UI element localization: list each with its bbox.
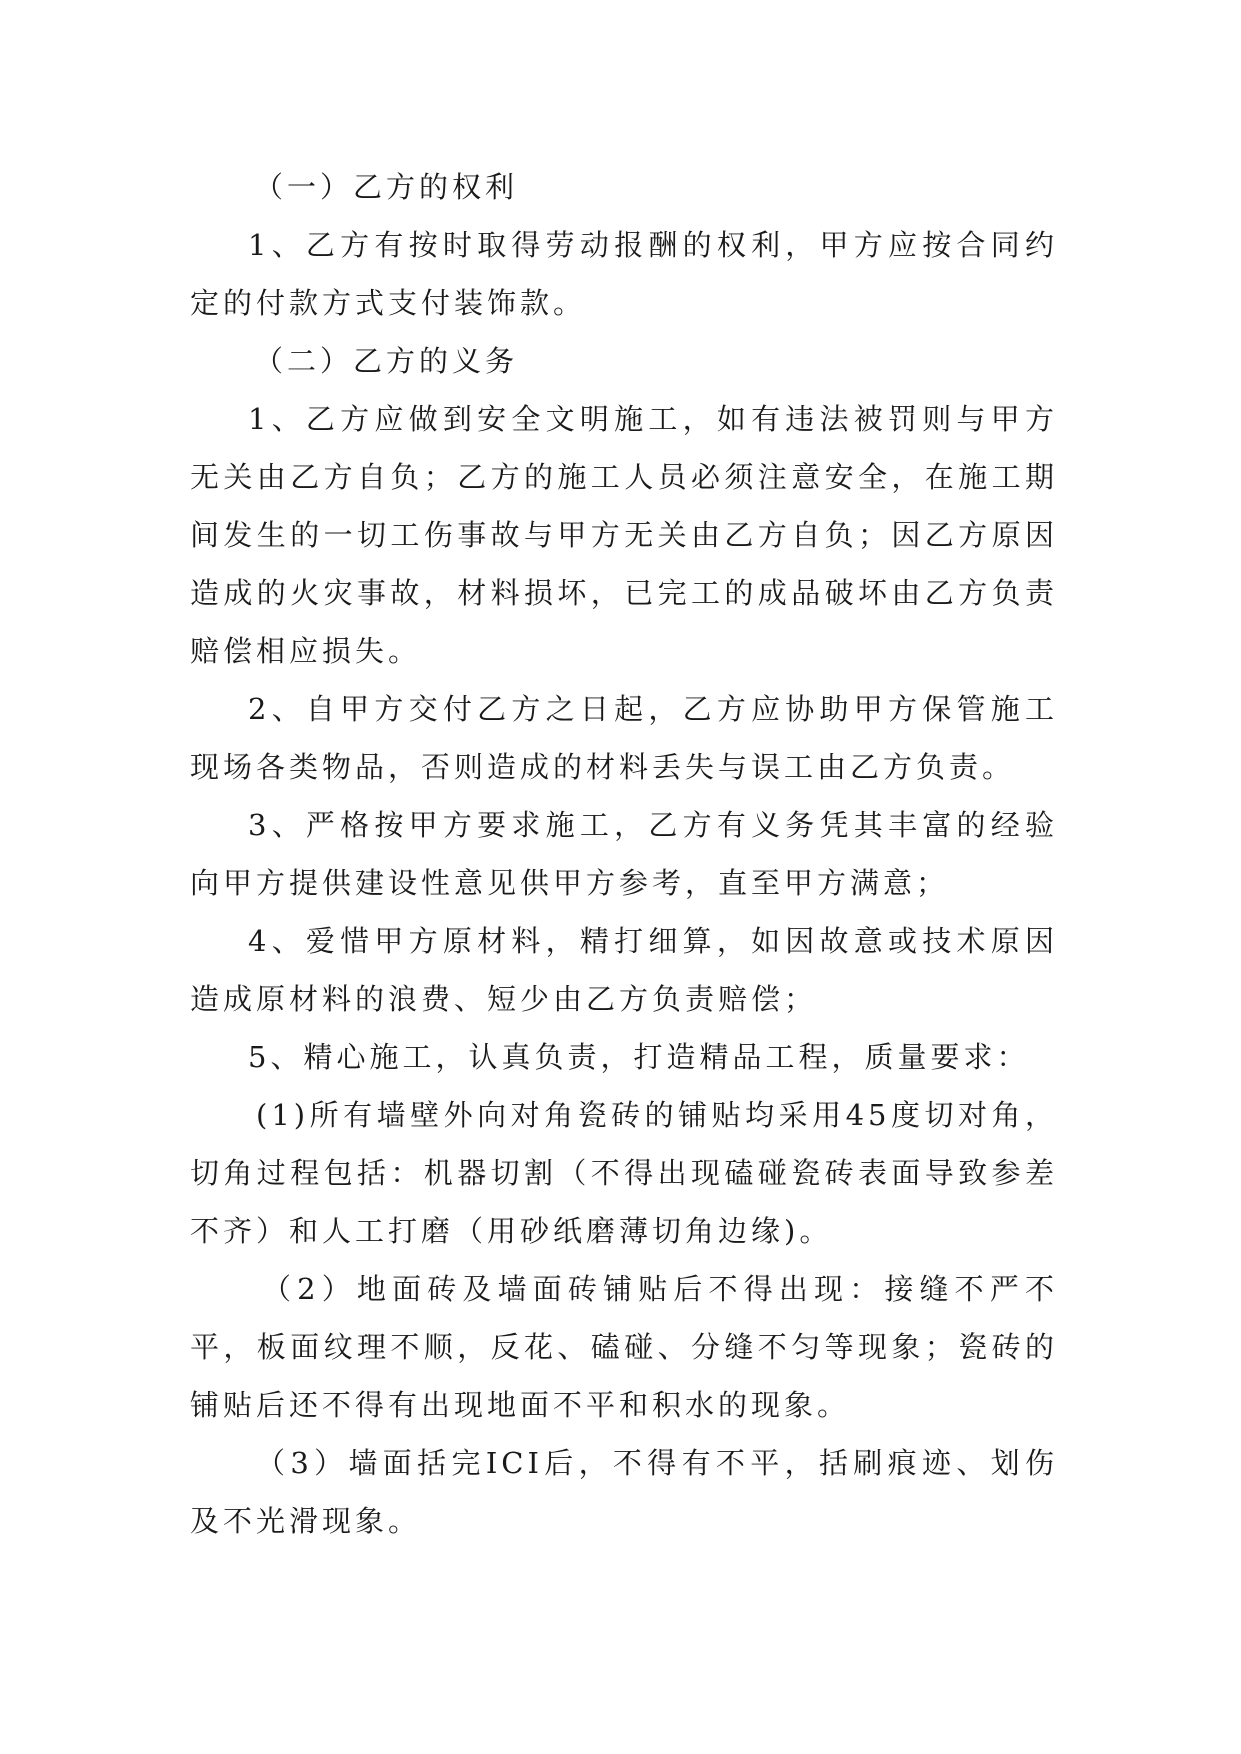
section-heading-obligations: （二）乙方的义务 <box>254 344 519 378</box>
paragraph-obligation-4: 4、爱惜甲方原材料，精打细算，如因故意或技术原因造成原材料的浪费、短少由乙方负责赔偿； <box>190 924 1058 1016</box>
paragraph-quality-3: （3）墙面括完ICI后，不得有不平，括刷痕迹、划伤及不光滑现象。 <box>190 1446 1058 1538</box>
document-body <box>190 158 1058 1550</box>
paragraph-obligation-2: 2、自甲方交付乙方之日起，乙方应协助甲方保管施工现场各类物品，否则造成的材料丢失与误工由乙方负责。 <box>190 692 1058 784</box>
section-heading-rights: （一）乙方的权利 <box>254 170 519 204</box>
paragraph-quality-1: (1)所有墙壁外向对角瓷砖的铺贴均采用45度切对角，切角过程包括：机器切割（不得出现磕碰瓷砖表面导致参差不齐）和人工打磨（用砂纸磨薄切角边缘)。 <box>190 1098 1058 1248</box>
paragraph-obligation-1: 1、乙方应做到安全文明施工，如有违法被罚则与甲方无关由乙方自负；乙方的施工人员必须注意安全，在施工期间发生的一切工伤事故与甲方无关由乙方自负；因乙方原因造成的火灾事故，材料损坏，已完工的成品破坏由乙方负责赔偿相应损失。 <box>190 402 1058 668</box>
paragraph-quality-2: （2）地面砖及墙面砖铺贴后不得出现：接缝不严不平，板面纹理不顺，反花、磕碰、分缝不匀等现象；瓷砖的铺贴后还不得有出现地面不平和积水的现象。 <box>190 1272 1058 1422</box>
paragraph-obligation-3: 3、严格按甲方要求施工，乙方有义务凭其丰富的经验向甲方提供建设性意见供甲方参考，直至甲方满意； <box>190 808 1058 900</box>
paragraph-obligation-5: 5、精心施工，认真负责，打造精品工程，质量要求： <box>248 1040 1030 1074</box>
paragraph-rights-1: 1、乙方有按时取得劳动报酬的权利，甲方应按合同约定的付款方式支付装饰款。 <box>190 228 1058 320</box>
